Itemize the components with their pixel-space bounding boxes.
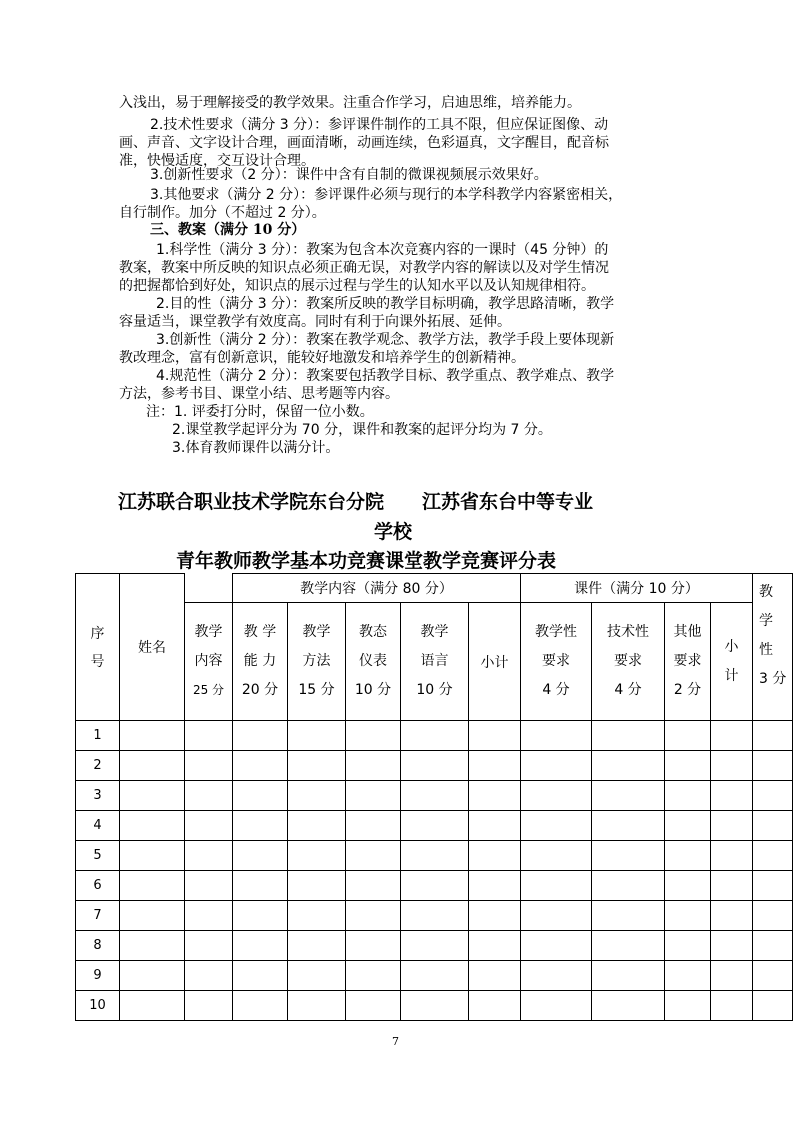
score-cell [665, 871, 711, 901]
score-cell [185, 721, 233, 751]
text-line: 2.目的性（满分 3 分）：教案所反映的教学目标明确，教学思路清晰，教学 [156, 296, 615, 312]
score-cell [753, 721, 793, 751]
score-cell [120, 901, 185, 931]
table-body [76, 721, 793, 1021]
text-line: 自行制作。加分（不超过 2 分）。 [119, 205, 326, 221]
score-cell [120, 751, 185, 781]
score-cell [469, 961, 521, 991]
header-text: 教学 [302, 624, 331, 640]
header-text: 10 分 [354, 682, 392, 698]
header-text: 学 [759, 613, 773, 629]
header-text: 15 分 [298, 682, 335, 698]
score-cell [233, 841, 288, 871]
score-cell [521, 961, 592, 991]
header-text: 能 力 [243, 653, 277, 669]
text-line: 3.其他要求（满分 2 分）：参评课件必须与现行的本学科教学内容紧密相关， [150, 187, 623, 203]
header-text: 其他 [673, 624, 702, 640]
score-cell [711, 961, 753, 991]
score-cell [753, 841, 793, 871]
title-line-2: 学校 [374, 521, 413, 543]
score-cell [753, 901, 793, 931]
score-cell [592, 961, 665, 991]
header-text: 3 分 [759, 671, 787, 687]
score-cell [401, 841, 469, 871]
header-text: 教学性 [535, 624, 577, 640]
score-cell [521, 931, 592, 961]
row-index: 3 [76, 781, 120, 811]
header-text: 小 [724, 638, 739, 655]
score-cell [185, 991, 233, 1021]
table-row [76, 931, 793, 961]
score-cell [469, 751, 521, 781]
score-cell [592, 751, 665, 781]
score-cell [711, 841, 753, 871]
score-cell [469, 841, 521, 871]
score-cell [665, 961, 711, 991]
header-text: 25 分 [192, 683, 225, 697]
score-cell [233, 991, 288, 1021]
row-index: 6 [76, 871, 120, 901]
header-teaching-content [185, 603, 233, 721]
score-cell [288, 751, 346, 781]
header-text: 教学 [420, 624, 449, 640]
score-cell [753, 811, 793, 841]
text-line: 方法，参考书目、课堂小结、思考题等内容。 [119, 386, 399, 402]
score-cell [711, 871, 753, 901]
row-index: 10 [76, 991, 120, 1021]
score-cell [401, 991, 469, 1021]
header-text: 号 [90, 654, 105, 670]
score-cell [753, 931, 793, 961]
score-cell [592, 811, 665, 841]
header-text: 要求 [673, 653, 702, 669]
score-cell [288, 721, 346, 751]
score-cell [469, 781, 521, 811]
score-cell [469, 991, 521, 1021]
header-text: 仪表 [359, 653, 387, 669]
text-line: 2.技术性要求（满分 3 分）：参评课件制作的工具不限，但应保证图像、动 [150, 117, 609, 133]
score-cell [288, 931, 346, 961]
section-heading: 三、教案（满分 10 分） [150, 222, 306, 238]
header-text: 4 分 [614, 682, 642, 698]
row-index: 9 [76, 961, 120, 991]
text-line: 画、声音、文字设计合理，画面清晰，动画连续，色彩逼真，文字醒目，配音标 [119, 135, 609, 151]
score-cell [753, 781, 793, 811]
table-row [76, 811, 793, 841]
score-cell [665, 901, 711, 931]
score-cell [120, 841, 185, 871]
score-cell [346, 721, 401, 751]
table-title: 青年教师教学基本功竞赛课堂教学竞赛评分表 [176, 550, 557, 572]
score-cell [288, 961, 346, 991]
row-index: 8 [76, 931, 120, 961]
score-cell [185, 871, 233, 901]
header-text: 方法 [302, 653, 331, 669]
score-cell [120, 991, 185, 1021]
score-cell [401, 721, 469, 751]
score-cell [346, 961, 401, 991]
page-number: 7 [392, 1035, 399, 1048]
score-cell [665, 931, 711, 961]
header-text: 4 分 [542, 682, 570, 698]
text-line: 容量适当，课堂教学有效度高。同时有利于向课外拓展、延伸。 [119, 314, 511, 330]
text-line: 入浅出，易于理解接受的教学效果。注重合作学习，启迪思维，培养能力。 [119, 95, 581, 111]
note-line: 注：1. 评委打分时，保留一位小数。 [146, 404, 374, 420]
header-text: 教 [759, 584, 773, 600]
header-technical-req [592, 603, 665, 721]
score-cell [469, 811, 521, 841]
header-text: 要求 [542, 653, 570, 669]
text-line: 的把握都恰到好处，知识点的展示过程与学生的认知水平以及认知规律相符。 [119, 278, 595, 294]
score-cell [233, 871, 288, 901]
header-teaching-language [401, 603, 469, 721]
score-cell [346, 991, 401, 1021]
score-cell [401, 811, 469, 841]
score-cell [521, 871, 592, 901]
header-spacer [185, 574, 233, 603]
score-cell [120, 721, 185, 751]
header-courseware-group: 课件（满分 10 分） [521, 574, 753, 603]
score-cell [233, 811, 288, 841]
score-cell [665, 781, 711, 811]
score-cell [346, 901, 401, 931]
score-cell [711, 901, 753, 931]
score-cell [185, 751, 233, 781]
table-row [76, 901, 793, 931]
text-line: 4.规范性（满分 2 分）：教案要包括教学目标、教学重点、教学难点、教学 [156, 368, 615, 384]
score-cell [288, 901, 346, 931]
score-cell [711, 751, 753, 781]
text-line: 1.科学性（满分 3 分）：教案为包含本次竞赛内容的一课时（45 分钟）的 [156, 242, 609, 258]
score-cell [711, 931, 753, 961]
score-cell [185, 841, 233, 871]
score-cell [233, 721, 288, 751]
header-subtotal: 小计 [469, 603, 521, 721]
score-cell [288, 781, 346, 811]
score-cell [401, 871, 469, 901]
table-row [76, 781, 793, 811]
score-cell [592, 931, 665, 961]
score-cell [120, 811, 185, 841]
score-cell [711, 721, 753, 751]
score-cell [185, 781, 233, 811]
table-row [76, 841, 793, 871]
header-other-req [665, 603, 711, 721]
score-cell [521, 901, 592, 931]
score-cell [469, 871, 521, 901]
score-cell [346, 811, 401, 841]
score-cell [753, 961, 793, 991]
table-row [76, 871, 793, 901]
score-cell [120, 931, 185, 961]
table-row [76, 751, 793, 781]
score-cell [185, 901, 233, 931]
score-cell [521, 781, 592, 811]
score-cell [233, 931, 288, 961]
score-cell [592, 781, 665, 811]
score-cell [665, 721, 711, 751]
header-text: 技术性 [607, 624, 649, 640]
header-index [76, 574, 120, 721]
score-cell [288, 841, 346, 871]
score-cell [233, 961, 288, 991]
header-text: 20 分 [241, 682, 279, 698]
header-teaching-group: 教学内容（满分 80 分） [233, 574, 521, 603]
score-cell [592, 901, 665, 931]
row-index: 1 [76, 721, 120, 751]
header-text: 教学 [194, 624, 223, 640]
score-cell [401, 961, 469, 991]
score-cell [401, 931, 469, 961]
score-cell [665, 991, 711, 1021]
score-cell [521, 841, 592, 871]
score-cell [592, 991, 665, 1021]
header-text: 教 学 [243, 624, 277, 640]
score-cell [521, 991, 592, 1021]
score-cell [711, 991, 753, 1021]
score-cell [753, 751, 793, 781]
score-cell [288, 871, 346, 901]
title-line-1: 江苏联合职业技术学院东台分院 江苏省东台中等专业 [118, 491, 594, 513]
score-cell [521, 751, 592, 781]
text-line: 3.创新性要求（2 分）：课件中含有自制的微课视频展示效果好。 [150, 167, 548, 183]
score-cell [120, 781, 185, 811]
text-line: 教案，教案中所反映的知识点必须正确无误，对教学内容的解读以及对学生情况 [119, 260, 609, 276]
score-cell [401, 901, 469, 931]
score-cell [592, 841, 665, 871]
score-cell [346, 751, 401, 781]
note-line: 2.课堂教学起评分为 70 分，课件和教案的起评分均为 7 分。 [172, 422, 552, 438]
header-text: 序 [90, 626, 105, 642]
header-partial-col [753, 574, 793, 721]
score-cell [120, 871, 185, 901]
score-cell [346, 931, 401, 961]
score-cell [665, 811, 711, 841]
score-cell [665, 751, 711, 781]
table-row [76, 961, 793, 991]
score-cell [233, 751, 288, 781]
header-name: 姓名 [120, 574, 185, 721]
table-row [76, 721, 793, 751]
header-teaching-ability [233, 603, 288, 721]
header-text: 10 分 [416, 682, 453, 698]
header-text: 要求 [614, 653, 642, 669]
header-text: 2 分 [673, 682, 702, 698]
score-cell [665, 841, 711, 871]
score-cell [592, 721, 665, 751]
text-line: 3.创新性（满分 2 分）：教案在教学观念、教学方法，教学手段上要体现新 [156, 332, 615, 348]
header-text: 内容 [194, 653, 223, 669]
score-cell [346, 871, 401, 901]
header-text: 性 [759, 642, 773, 658]
score-cell [711, 781, 753, 811]
text-line: 教改理念，富有创新意识，能较好地激发和培养学生的创新精神。 [119, 350, 525, 366]
score-cell [401, 751, 469, 781]
header-demeanor [346, 603, 401, 721]
header-text: 语言 [420, 653, 449, 669]
score-cell [233, 901, 288, 931]
score-cell [469, 931, 521, 961]
row-index: 4 [76, 811, 120, 841]
row-index: 7 [76, 901, 120, 931]
score-cell [233, 781, 288, 811]
header-pedagogy-req [521, 603, 592, 721]
score-cell [469, 721, 521, 751]
score-cell [185, 961, 233, 991]
header-text: 教态 [359, 624, 387, 640]
score-cell [592, 871, 665, 901]
score-cell [753, 991, 793, 1021]
header-teaching-method [288, 603, 346, 721]
note-line: 3.体育教师课件以满分计。 [172, 440, 340, 456]
score-cell [185, 811, 233, 841]
score-cell [401, 781, 469, 811]
score-cell [521, 721, 592, 751]
header-courseware-subtotal [711, 603, 753, 721]
score-cell [288, 991, 346, 1021]
score-cell [753, 871, 793, 901]
score-cell [120, 961, 185, 991]
score-cell [288, 811, 346, 841]
score-cell [346, 781, 401, 811]
score-cell [185, 931, 233, 961]
score-cell [711, 811, 753, 841]
text-line: 准，快慢适度，交互设计合理。 [119, 153, 315, 169]
header-text: 计 [724, 667, 739, 684]
table-row [76, 991, 793, 1021]
row-index: 5 [76, 841, 120, 871]
score-cell [346, 841, 401, 871]
row-index: 2 [76, 751, 120, 781]
score-table [75, 573, 793, 1021]
score-cell [469, 901, 521, 931]
score-cell [521, 811, 592, 841]
